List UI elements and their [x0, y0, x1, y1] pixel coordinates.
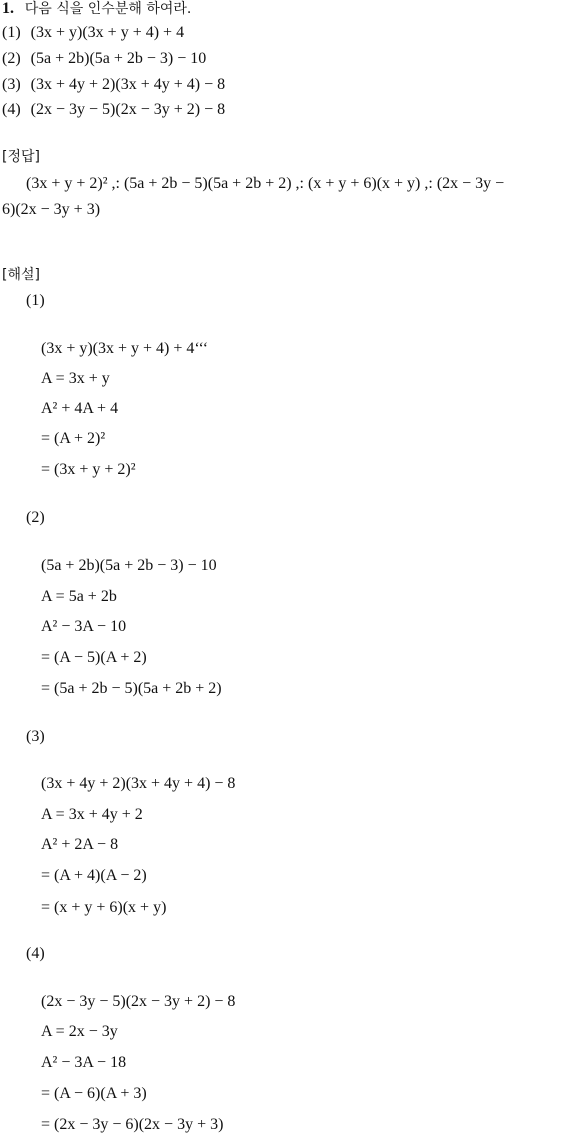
solution-heading: [해설]	[2, 267, 40, 283]
problem-instruction: 다음 식을 인수분해 하여라.	[24, 1, 192, 17]
solution-step: = (A + 4)(A − 2)	[41, 867, 147, 884]
solution-step: = (2x − 3y − 6)(2x − 3y + 3)	[41, 1116, 224, 1133]
problem-number: 1.	[2, 0, 14, 17]
problem-item	[2, 75, 225, 95]
solution-step: A = 5a + 2b	[41, 588, 117, 605]
item-label: (1)	[2, 24, 21, 41]
solution-step: (3x + 4y + 2)(3x + 4y + 4) − 8	[41, 775, 236, 792]
solution-step: (3x + y)(3x + y + 4) + 4‘‘‘	[41, 340, 209, 357]
solution-step: A = 3x + y	[41, 370, 110, 387]
solution-step: A² − 3A − 10	[41, 618, 127, 635]
solution-step: A² + 4A + 4	[41, 400, 119, 417]
answer-line-1: (3x + y + 2)² ,: (5a + 2b − 5)(5a + 2b + 2) ,: (x + y + 6)(x + y) ,: (2x − 3y −	[26, 175, 505, 192]
solution-step: = (x + y + 6)(x + y)	[41, 899, 167, 916]
solution-step: A = 3x + 4y + 2	[41, 806, 143, 823]
solution-part-label: (4)	[26, 945, 45, 962]
solution-step: A² − 3A − 18	[41, 1054, 127, 1071]
answer-heading: [정답]	[2, 149, 40, 165]
solution-step: (2x − 3y − 5)(2x − 3y + 2) − 8	[41, 993, 236, 1010]
item-label: (4)	[2, 101, 21, 118]
problem-item	[2, 100, 225, 120]
solution-step: = (A − 5)(A + 2)	[41, 649, 147, 666]
item-expr: (3x + y)(3x + y + 4) + 4	[30, 24, 185, 41]
solution-step: (5a + 2b)(5a + 2b − 3) − 10	[41, 557, 217, 574]
solution-step: = (A − 6)(A + 3)	[41, 1085, 147, 1102]
solution-step: = (3x + y + 2)²	[41, 461, 136, 478]
solution-step: A = 2x − 3y	[41, 1023, 118, 1040]
item-expr: (2x − 3y − 5)(2x − 3y + 2) − 8	[30, 101, 226, 118]
problem-item	[2, 49, 206, 69]
solution-part-label: (3)	[26, 728, 45, 745]
item-expr: (5a + 2b)(5a + 2b − 3) − 10	[30, 50, 207, 67]
item-label: (2)	[2, 50, 21, 67]
answer-line-2: 6)(2x − 3y + 3)	[2, 201, 101, 218]
solution-step: A² + 2A − 8	[41, 836, 119, 853]
solution-step: = (5a + 2b − 5)(5a + 2b + 2)	[41, 680, 222, 697]
problem-header	[2, 0, 191, 19]
solution-part-label: (1)	[26, 292, 45, 309]
item-label: (3)	[2, 76, 21, 93]
item-expr: (3x + 4y + 2)(3x + 4y + 4) − 8	[30, 76, 226, 93]
solution-part-label: (2)	[26, 509, 45, 526]
problem-item	[2, 23, 184, 43]
solution-step: = (A + 2)²	[41, 430, 106, 447]
